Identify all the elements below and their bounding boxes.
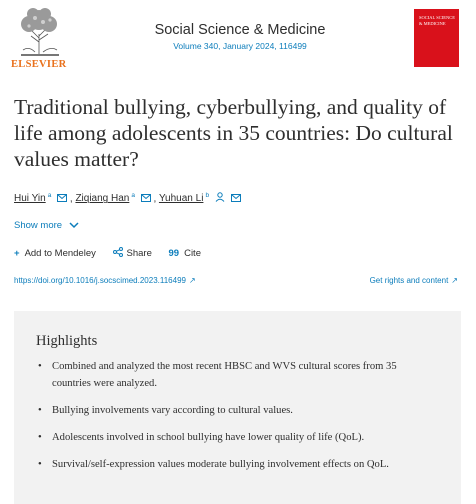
doi-text: https://doi.org/10.1016/j.socscimed.2023.116499 <box>14 276 186 285</box>
bullet-icon: • <box>38 405 42 416</box>
list-item <box>36 358 436 392</box>
article-title: Traditional bullying, cyberbullying, and quality of life among adolescents in 35 countries: Do cultural values matter? <box>14 95 453 171</box>
person-icon[interactable] <box>215 192 225 202</box>
add-to-mendeley-button[interactable] <box>14 248 96 259</box>
external-link-icon: ↗ <box>451 276 458 285</box>
doi-link[interactable] <box>14 276 196 285</box>
chevron-down-icon <box>69 222 79 229</box>
cite-button[interactable] <box>169 248 201 259</box>
publisher-wordmark: ELSEVIER <box>11 59 67 70</box>
journal-header <box>0 0 476 78</box>
highlight-text: Adolescents involved in school bullying have lower quality of life (QoL). <box>52 432 365 443</box>
author-name[interactable]: Hui Yin <box>14 193 46 205</box>
rights-text: Get rights and content <box>369 276 449 285</box>
author-separator: , <box>153 193 157 205</box>
author-3[interactable] <box>159 193 241 204</box>
tree-icon <box>17 6 63 58</box>
show-more-button[interactable] <box>14 220 79 231</box>
highlight-text: Combined and analyzed the most recent HBSC and WVS cultural scores from 35 countries were analyzed. <box>52 361 397 389</box>
mail-icon[interactable] <box>57 194 67 202</box>
affiliation-marker[interactable]: a <box>47 192 52 199</box>
highlights-panel <box>14 311 461 504</box>
share-button[interactable] <box>113 247 152 259</box>
journal-cover[interactable] <box>414 9 459 67</box>
author-separator: , <box>69 193 73 205</box>
share-label: Share <box>126 248 152 259</box>
article-actions <box>14 247 215 259</box>
bullet-icon: • <box>38 459 42 470</box>
cover-title: SOCIAL SCIENCE & MEDICINE <box>419 15 455 26</box>
list-item <box>36 402 436 419</box>
mendeley-label: Add to Mendeley <box>24 248 96 259</box>
author-name[interactable]: Ziqiang Han <box>75 193 130 205</box>
journal-info <box>118 22 362 51</box>
volume-info[interactable]: Volume 340, January 2024, 116499 <box>173 41 307 51</box>
bullet-icon: • <box>38 361 42 372</box>
highlight-text: Bullying involvements vary according to cultural values. <box>52 405 293 416</box>
list-item <box>36 429 436 446</box>
share-icon <box>113 247 123 257</box>
author-name[interactable]: Yuhuan Li <box>158 193 204 205</box>
author-1[interactable] <box>14 193 70 204</box>
author-list <box>14 192 241 204</box>
mail-icon[interactable] <box>231 194 241 202</box>
bullet-icon: • <box>38 432 42 443</box>
external-link-icon: ↗ <box>188 276 196 285</box>
plus-icon: + <box>14 248 20 259</box>
rights-link[interactable] <box>370 276 458 285</box>
elsevier-logo[interactable] <box>9 6 69 70</box>
affiliation-marker[interactable]: b <box>205 192 210 199</box>
quote-icon: 99 <box>168 248 180 259</box>
mail-icon[interactable] <box>141 194 151 202</box>
cite-label: Cite <box>184 248 201 259</box>
highlight-text: Survival/self-expression values moderate bullying involvement effects on QoL. <box>52 459 389 470</box>
highlights-heading: Highlights <box>36 333 98 349</box>
highlights-list <box>36 358 436 483</box>
list-item <box>36 456 436 473</box>
journal-name[interactable]: Social Science & Medicine <box>154 22 326 38</box>
author-2[interactable] <box>75 193 153 204</box>
show-more-label: Show more <box>14 220 63 231</box>
affiliation-marker[interactable]: a <box>131 192 135 199</box>
